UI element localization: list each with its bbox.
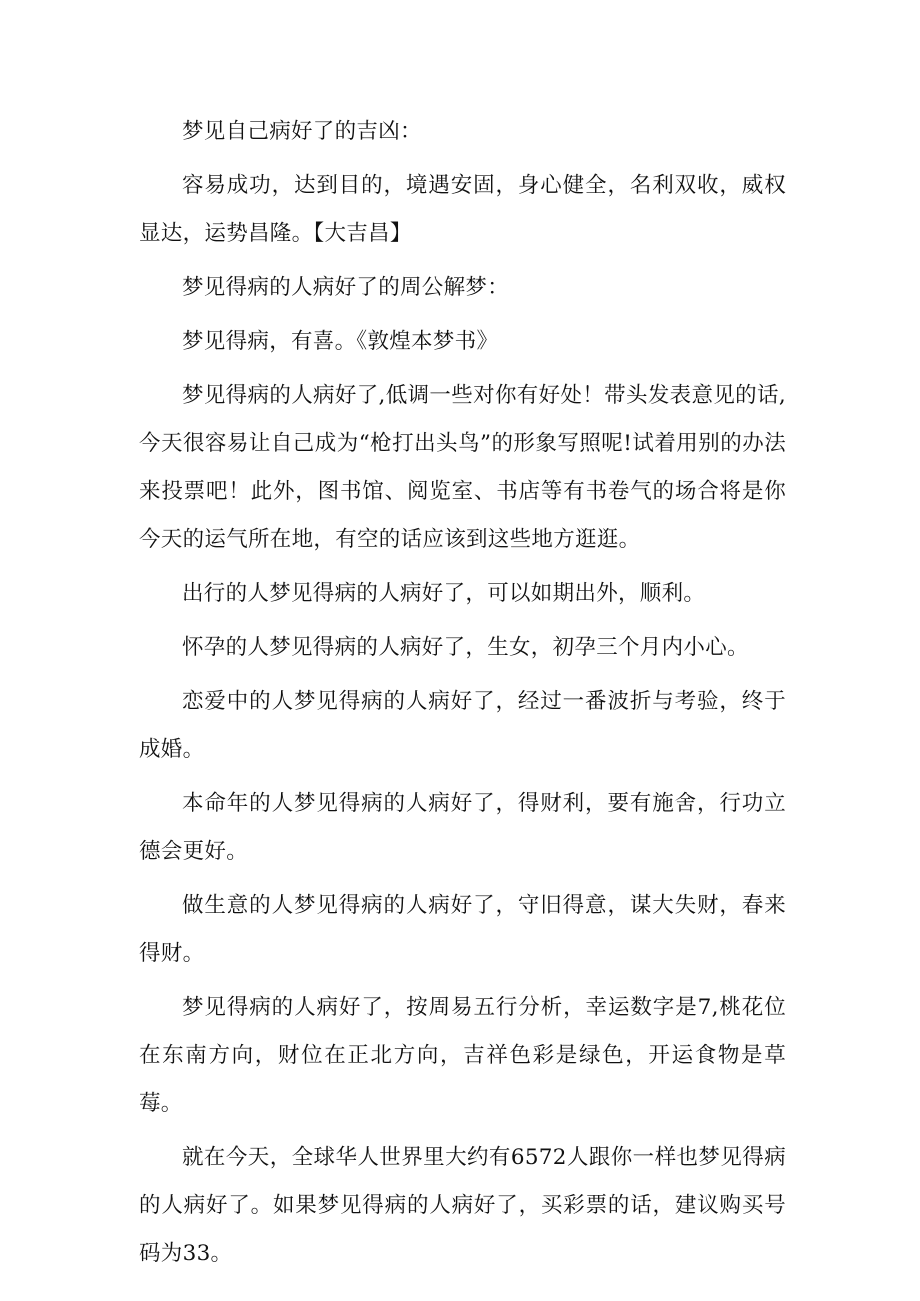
paragraph-dunhuang-quote: 梦见得病，有喜。《敦煌本梦书》 xyxy=(182,329,499,354)
paragraph-pregnancy: 怀孕的人梦见得病的人病好了，生女，初孕三个月内小心。 xyxy=(182,635,749,660)
heading-dream-self-recovered: 梦见自己病好了的吉凶： xyxy=(182,119,422,144)
heading-zhougong-interpretation: 梦见得病的人病好了的周公解梦： xyxy=(182,275,510,300)
paragraph-travel: 出行的人梦见得病的人病好了，可以如期出外，顺利。 xyxy=(182,581,706,606)
paragraph-fortune-result: 容易成功，达到目的，境遇安固，身心健全，名利双收，威权显达，运势昌隆。【大吉昌】 xyxy=(139,173,786,246)
paragraph-lottery: 就在今天，全球华人世界里大约有6572人跟你一样也梦见得病的人病好了。如果梦见得病的人病好了，买彩票的话，建议购买号码为33。 xyxy=(139,1145,786,1266)
paragraph-daily-advice: 梦见得病的人病好了,低调一些对你有好处！带头发表意见的话,今天很容易让自己成为“枪打出头鸟”的形象写照呢!试着用别的办法来投票吧！此外，图书馆、阅览室、书店等有书卷气的场合将是你今天的运气所在地，有空的话应该到这些地方逛逛。 xyxy=(139,383,786,552)
paragraph-business: 做生意的人梦见得病的人病好了，守旧得意，谋大失财，春来得财。 xyxy=(139,893,786,966)
paragraph-five-elements: 梦见得病的人病好了，按周易五行分析，幸运数字是7,桃花位在东南方向，财位在正北方向，吉祥色彩是绿色，开运食物是草莓。 xyxy=(139,995,786,1116)
paragraph-zodiac-year: 本命年的人梦见得病的人病好了，得财利，要有施舍，行功立德会更好。 xyxy=(139,791,786,864)
paragraph-romance: 恋爱中的人梦见得病的人病好了，经过一番波折与考验，终于成婚。 xyxy=(139,689,786,762)
document-body xyxy=(139,108,786,1284)
